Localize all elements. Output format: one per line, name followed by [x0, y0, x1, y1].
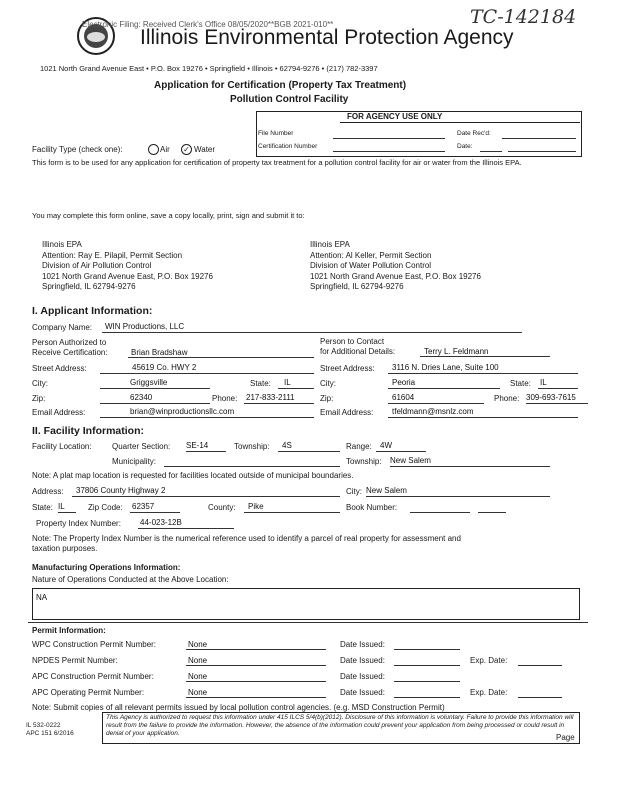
range-field[interactable]: [376, 451, 426, 452]
township2-label: Township:: [346, 457, 382, 466]
apc-operating-permit-value: None: [188, 688, 208, 697]
air-radio-label: Air: [160, 145, 170, 154]
plat-map-note: Note: A plat map location is requested for facilities located outside of municipal boundaries.: [32, 471, 354, 480]
water-radio-checked[interactable]: ✓: [181, 144, 192, 155]
zip-field[interactable]: [100, 403, 210, 404]
facility-state-label: State:: [32, 503, 53, 512]
person-contact-field[interactable]: [420, 356, 550, 357]
facility-city-label: City:: [346, 487, 362, 496]
phone-field[interactable]: [244, 403, 314, 404]
disclosure-text: This Agency is authorized to request this information under 415 ILCS 5/4(b)(2012). Disclosure of this information is voluntary. Failure to provide this information will result from the failure to provide the information. However, the absence of the information could prevent your application from being processed or could result in denial of your application.: [106, 714, 574, 737]
county-value: Pike: [248, 502, 264, 511]
agency-use-heading: FOR AGENCY USE ONLY: [347, 112, 443, 121]
agency-date-line-1: [480, 151, 502, 152]
contact-email-label: Email Address:: [320, 408, 374, 417]
range-value: 4W: [380, 441, 392, 450]
date-received-line: [502, 138, 576, 139]
city-label: City:: [32, 379, 48, 388]
page-label: Page: [556, 733, 575, 742]
contact-city-value: Peoria: [392, 378, 416, 387]
facility-city-field[interactable]: [366, 496, 550, 497]
person-authorized-field[interactable]: [128, 357, 314, 358]
contact-city-label: City:: [320, 379, 336, 388]
air-address-block: Illinois EPA Attention: Ray E. Pilapil, Permit Section Division of Air Pollution Control 1021 North Grand Avenue East, P.O. Box 19276 Springfield, IL 62794-9276: [42, 240, 213, 291]
quarter-section-field[interactable]: [186, 451, 226, 452]
facility-zip-field[interactable]: [130, 512, 180, 513]
township-field[interactable]: [278, 451, 340, 452]
county-label: County:: [208, 503, 236, 512]
zip-value: 62340: [130, 393, 153, 402]
state-field[interactable]: [278, 388, 314, 389]
apc-operating-date-issued-label: Date Issued:: [340, 688, 385, 697]
book-number-field-2[interactable]: [478, 512, 506, 513]
contact-street-address-value: 3116 N. Dries Lane, Suite 100: [392, 363, 499, 372]
book-number-field-1[interactable]: [410, 512, 470, 513]
contact-state-field[interactable]: [538, 388, 578, 389]
apc-operating-permit-field[interactable]: [186, 697, 326, 698]
certification-number-line: [333, 151, 445, 152]
city-value: Griggsville: [130, 378, 168, 387]
pin-value: 44-023-12B: [140, 518, 182, 527]
email-label: Email Address:: [32, 408, 86, 417]
npdes-exp-date-label: Exp. Date:: [470, 656, 508, 665]
contact-city-field[interactable]: [388, 388, 500, 389]
contact-state-label: State:: [510, 379, 531, 388]
township-label: Township:: [234, 442, 270, 451]
company-name-field[interactable]: [102, 332, 522, 333]
intro-text: This form is to be used for any application for certification of property tax treatment for a pollution control facility for air or water from the Illinois EPA.: [32, 158, 522, 167]
email-value: brian@winproductionsllc.com: [130, 407, 235, 416]
apc-operating-exp-date-label: Exp. Date:: [470, 688, 508, 697]
agency-date-label: Date:: [457, 143, 473, 150]
water-radio-label: Water: [194, 145, 216, 154]
npdes-permit-value: None: [188, 656, 208, 665]
nature-of-operations-label: Nature of Operations Conducted at the Above Location:: [32, 575, 229, 584]
company-name-label: Company Name:: [32, 323, 93, 332]
contact-zip-value: 61604: [392, 393, 415, 402]
facility-state-value: IL: [58, 502, 65, 511]
municipality-field[interactable]: [164, 466, 340, 467]
npdes-permit-field[interactable]: [186, 665, 326, 666]
npdes-exp-date-field[interactable]: [518, 665, 562, 666]
person-contact-label: Person to Contact for Additional Details:: [320, 337, 396, 356]
facility-section-heading: II. Facility Information:: [32, 425, 145, 437]
company-name-value: WIN Productions, LLC: [105, 322, 185, 331]
facility-address-value: 37806 County Highway 2: [76, 486, 166, 495]
township2-field[interactable]: [390, 466, 550, 467]
apc-construction-permit-label: APC Construction Permit Number:: [32, 672, 154, 681]
form-title-line1: Application for Certification (Property Tax Treatment): [154, 80, 407, 91]
contact-zip-field[interactable]: [388, 403, 484, 404]
apc-construction-date-issued-label: Date Issued:: [340, 672, 385, 681]
apc-construction-date-issued-field[interactable]: [394, 681, 460, 682]
contact-email-value: tfeldmann@msnlz.com: [392, 407, 474, 416]
wpc-date-issued-field[interactable]: [394, 649, 460, 650]
range-label: Range:: [346, 442, 372, 451]
electronic-filing-stamp: Electronic Filing: Received Clerk's Office 08/05/2020**BGB 2021-010**: [82, 20, 334, 29]
date-received-label: Date Rec'd:: [457, 130, 491, 137]
contact-street-address-label: Street Address:: [320, 364, 375, 373]
township2-value: New Salem: [390, 456, 431, 465]
permit-heading: Permit Information:: [32, 626, 106, 635]
manufacturing-heading: Manufacturing Operations Information:: [32, 563, 181, 572]
person-contact-value: Terry L. Feldmann: [424, 347, 489, 356]
contact-email-field[interactable]: [388, 417, 578, 418]
facility-address-field[interactable]: [72, 496, 340, 497]
pin-field[interactable]: [138, 528, 234, 529]
air-radio[interactable]: [148, 144, 159, 155]
certification-number-label: Certification Number: [258, 143, 318, 150]
quarter-section-label: Quarter Section:: [112, 442, 171, 451]
apc-construction-permit-value: None: [188, 672, 208, 681]
facility-city-value: New Salem: [366, 486, 407, 495]
nature-of-operations-textarea[interactable]: [32, 588, 580, 620]
form-title-line2: Pollution Control Facility: [230, 94, 349, 105]
street-address-value: 45619 Co. HWY 2: [132, 363, 197, 372]
handwritten-case-id: TC-142184: [470, 6, 577, 28]
npdes-date-issued-label: Date Issued:: [340, 656, 385, 665]
apc-operating-permit-label: APC Operating Permit Number:: [32, 688, 145, 697]
facility-type-label: Facility Type (check one):: [32, 145, 123, 154]
phone-label: Phone:: [212, 394, 238, 403]
municipality-label: Municipality:: [112, 457, 157, 466]
facility-location-label: Facility Location:: [32, 442, 92, 451]
apc-operating-exp-date-field[interactable]: [518, 697, 562, 698]
contact-zip-label: Zip:: [320, 394, 334, 403]
agency-date-line-2: [508, 151, 576, 152]
person-authorized-label: Person Authorized to Receive Certification:: [32, 338, 108, 357]
wpc-permit-field[interactable]: [186, 649, 326, 650]
email-field[interactable]: [100, 417, 314, 418]
section-divider: [28, 622, 588, 623]
agency-address-line: 1021 North Grand Avenue East • P.O. Box 19276 • Springfield • Illinois • 62794-9276 • (217) 782-3397: [40, 64, 378, 73]
contact-phone-label: Phone:: [494, 394, 520, 403]
pin-label: Property Index Number:: [36, 519, 121, 528]
city-field[interactable]: [100, 388, 210, 389]
facility-zip-label: Zip Code:: [88, 503, 123, 512]
applicant-section-heading: I. Applicant Information:: [32, 305, 153, 317]
street-address-label: Street Address:: [32, 364, 87, 373]
county-field[interactable]: [244, 512, 340, 513]
apc-construction-permit-field[interactable]: [186, 681, 326, 682]
agency-name: Illinois Environmental Protection Agency: [140, 26, 514, 49]
facility-address-label: Address:: [32, 487, 64, 496]
npdes-date-issued-field[interactable]: [394, 665, 460, 666]
npdes-permit-label: NPDES Permit Number:: [32, 656, 118, 665]
wpc-permit-value: None: [188, 640, 208, 649]
agency-use-divider: [340, 122, 580, 123]
wpc-date-issued-label: Date Issued:: [340, 640, 385, 649]
apc-operating-date-issued-field[interactable]: [394, 697, 460, 698]
contact-phone-field[interactable]: [526, 403, 588, 404]
township-value: 4S: [282, 441, 292, 450]
phone-value: 217-833-2111: [246, 393, 295, 402]
zip-label: Zip:: [32, 394, 46, 403]
contact-street-address-field[interactable]: [388, 373, 578, 374]
nature-of-operations-value: NA: [36, 593, 48, 602]
contact-phone-value: 309-693-7615: [526, 393, 576, 402]
quarter-section-value: SE-14: [186, 441, 209, 450]
facility-zip-value: 62357: [132, 502, 155, 511]
facility-state-field[interactable]: [58, 512, 76, 513]
file-number-line: [333, 138, 445, 139]
book-number-label: Book Number:: [346, 503, 398, 512]
water-address-block: Illinois EPA Attention: Al Keller, Permit Section Division of Water Pollution Control 1021 North Grand Avenue East, P.O. Box 19276 Springfield, IL 62794-9276: [310, 240, 481, 291]
submit-instructions: You may complete this form online, save a copy locally, print, sign and submit it to:: [32, 211, 305, 220]
state-value: IL: [284, 378, 291, 387]
wpc-permit-label: WPC Construction Permit Number:: [32, 640, 157, 649]
state-label: State:: [250, 379, 271, 388]
street-address-field[interactable]: [100, 373, 314, 374]
contact-state-value: IL: [540, 378, 547, 387]
form-id: IL 532-0222 APC 151 6/2016: [26, 722, 74, 737]
person-authorized-value: Brian Bradshaw: [131, 348, 188, 357]
file-number-label: File Number: [258, 130, 294, 137]
pin-note: Note: The Property Index Number is the numerical reference used to identify a parcel of real property for assessment and taxation purposes.: [32, 534, 461, 553]
permit-copies-note: Note: Submit copies of all relevant permits issued by local pollution control agencies. (e.g. MSD Construction Permit): [32, 703, 445, 712]
